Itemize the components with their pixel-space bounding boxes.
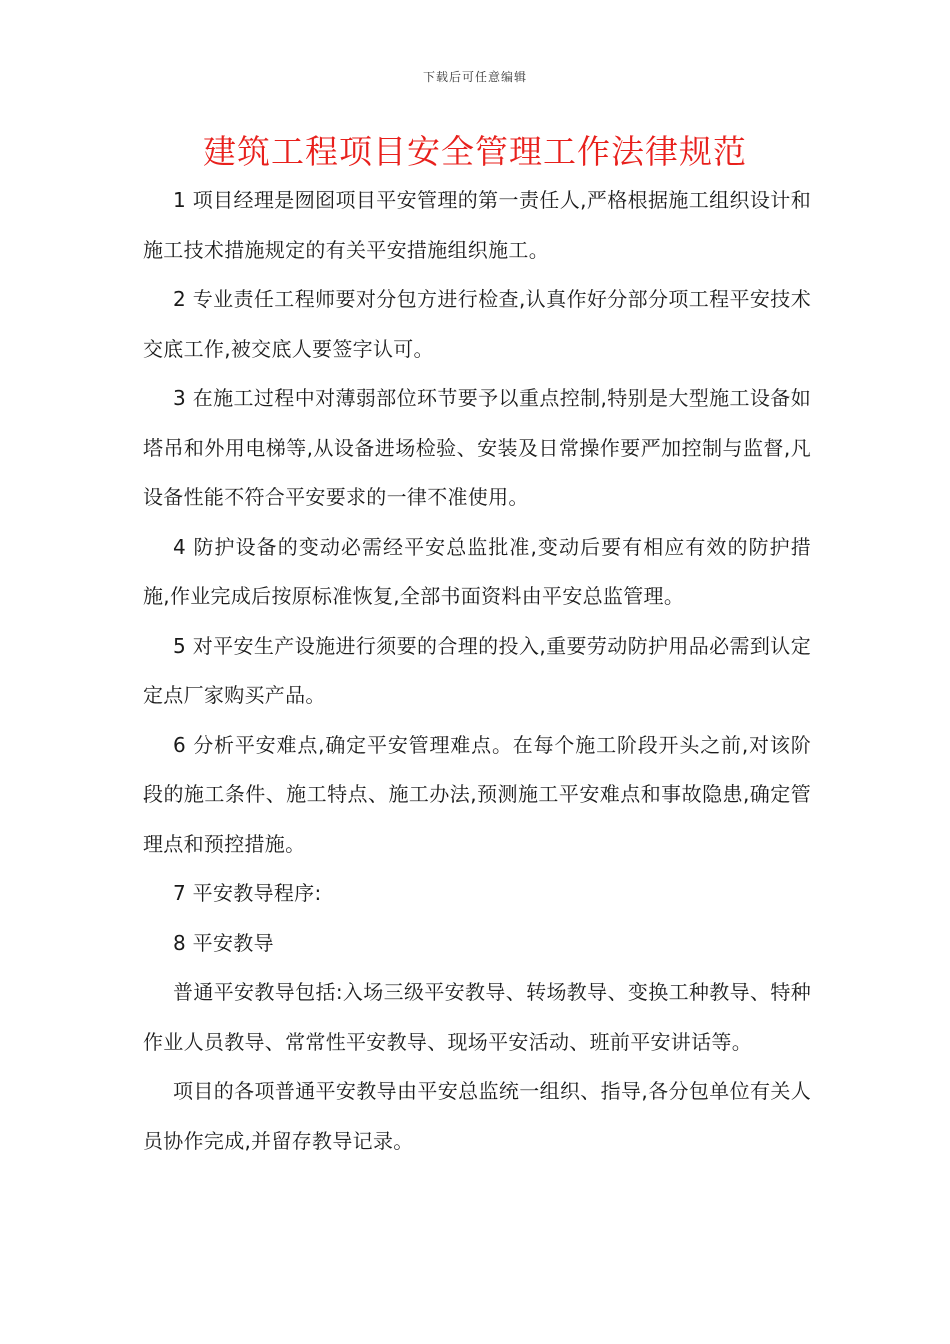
header-note: 下载后可任意编辑 — [422, 70, 527, 84]
paragraph-7: 7 平安教导程序: — [173, 881, 322, 905]
paragraph-4: 4 防护设备的变动必需经平安总监批准,变动后要有相应有效的防护措施,作业完成后按原标准恢复,全部书面资料由平安总监管理。 — [143, 534, 811, 608]
paragraph-10: 项目的各项普通平安教导由平安总监统一组织、指导,各分包单位有关人员协作完成,并留存教导记录。 — [143, 1079, 811, 1153]
paragraph-3: 3 在施工过程中对薄弱部位环节要予以重点控制,特别是大型施工设备如塔吊和外用电梯等,从设备进场检验、安装及日常操作要严加控制与监督,凡设备性能不符合平安要求的一律不准使用。 — [143, 386, 811, 509]
document-body — [143, 176, 811, 1166]
paragraph-2: 2 专业责任工程师要对分包方进行检查,认真作好分部分项工程平安技术交底工作,被交底人要签字认可。 — [143, 287, 811, 361]
paragraph-1: 1 项目经理是囫囵项目平安管理的第一责任人,严格根据施工组织设计和施工技术措施规定的有关平安措施组织施工。 — [143, 188, 811, 262]
paragraph-8: 8 平安教导 — [173, 930, 274, 955]
paragraph-6: 6 分析平安难点,确定平安管理难点。在每个施工阶段开头之前,对该阶段的施工条件、施工特点、施工办法,预测施工平安难点和事故隐患,确定管理点和预控措施。 — [143, 732, 811, 856]
document-title: 建筑工程项目安全管理工作法律规范 — [203, 132, 747, 171]
paragraph-9: 普通平安教导包括:入场三级平安教导、转场教导、变换工种教导、特种作业人员教导、常常性平安教导、现场平安活动、班前平安讲话等。 — [143, 980, 811, 1054]
paragraph-5: 5 对平安生产设施进行须要的合理的投入,重要劳动防护用品必需到认定定点厂家购买产品。 — [143, 633, 811, 707]
